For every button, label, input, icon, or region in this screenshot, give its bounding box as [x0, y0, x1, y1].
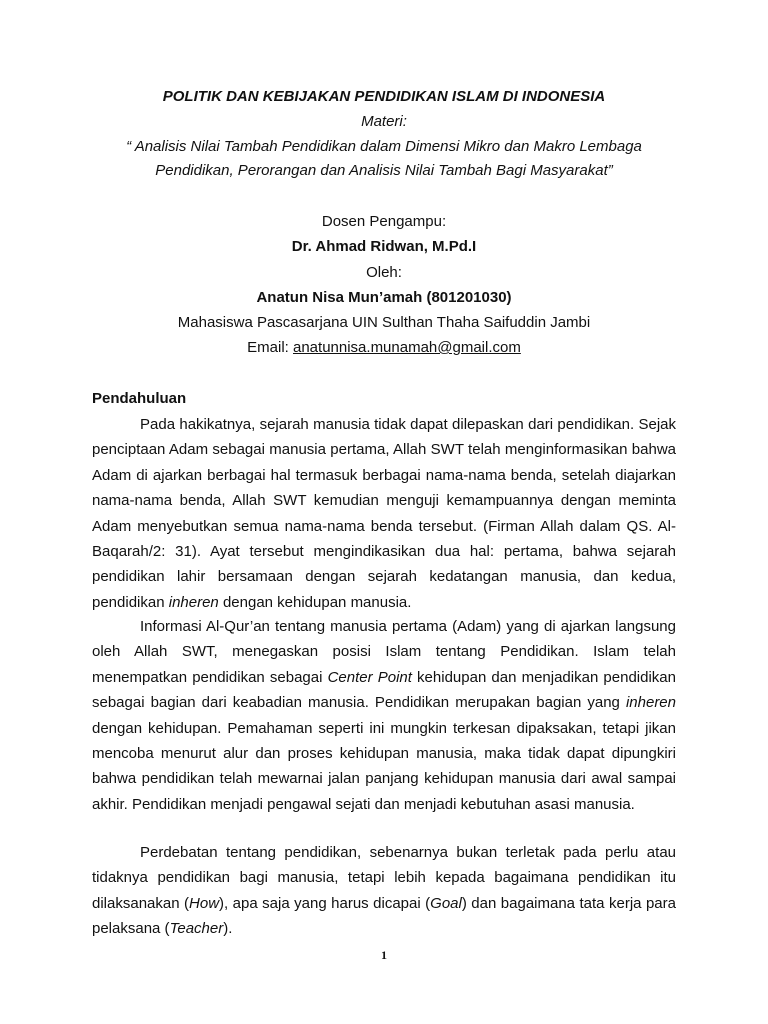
- author-name: Anatun Nisa Mun’amah (801201030): [256, 289, 512, 306]
- p1-text-b: dengan kehidupan manusia.: [218, 593, 412, 611]
- materi-label: Materi:: [361, 113, 407, 130]
- p2-text-c: dengan kehidupan. Pemahaman seperti ini mungkin terkesan dipaksakan, tetapi jikan mencoba menurut alur dan proses kehidupan manusia, maka tidak dapat dipungkiri bahwa pendidikan telah mewarnai jalan panjang kehidupan manusia dari awal sampai akhir. Pendidikan menjadi pengawal sejati dan menjadi kebutuhan asasi manusia.: [92, 719, 676, 813]
- p2-italic-2: inheren: [625, 694, 676, 712]
- paragraph-3: [92, 840, 676, 942]
- affiliation: Mahasiswa Pascasarjana UIN Sulthan Thaha Saifuddin Jambi: [177, 314, 591, 331]
- p2-text-a: Informasi Al-Qur’an tentang manusia pertama (Adam) yang di ajarkan langsung oleh Allah SWT, menegaskan posisi Islam tentang Pendidikan. Islam telah menempatkan pendidikan sebagai: [92, 618, 676, 686]
- email-label: Email:: [247, 339, 293, 356]
- dosen-label: Dosen Pengampu:: [321, 213, 447, 230]
- page-number: 1: [381, 948, 387, 962]
- email-link[interactable]: anatunnisa.munamah@gmail.com: [293, 339, 521, 356]
- p3-text-d: ).: [223, 920, 233, 938]
- p3-italic-2: Goal: [430, 894, 462, 912]
- paragraph-2: [92, 614, 676, 817]
- p3-text-c: ) dan bagaimana tata kerja para pelaksana (: [92, 894, 676, 938]
- dosen-name: Dr. Ahmad Ridwan, M.Pd.I: [291, 238, 477, 255]
- p3-italic-3: Teacher: [169, 920, 224, 938]
- email-line: [60, 339, 708, 357]
- p2-italic-1: Center Point: [327, 668, 412, 686]
- paragraph-1: [92, 412, 676, 615]
- document-title: POLITIK DAN KEBIJAKAN PENDIDIKAN ISLAM DI INDONESIA: [162, 88, 606, 105]
- p1-italic-1: inheren: [168, 593, 219, 611]
- oleh-label: Oleh:: [366, 264, 402, 281]
- materi-line-2: Pendidikan, Perorangan dan Analisis Nilai Tambah Bagi Masyarakat”: [155, 162, 613, 179]
- materi-line-1: “ Analisis Nilai Tambah Pendidikan dalam Dimensi Mikro dan Makro Lembaga: [126, 138, 642, 155]
- p3-text-a: Perdebatan tentang pendidikan, sebenarnya bukan terletak pada perlu atau tidaknya pendidikan bagi manusia, tetapi lebih kepada bagaimana pendidikan itu dilaksanakan (: [92, 844, 676, 912]
- p3-text-b: ), apa saja yang harus dicapai (: [219, 894, 431, 912]
- p3-italic-1: How: [189, 894, 220, 912]
- p1-text-a: Pada hakikatnya, sejarah manusia tidak dapat dilepaskan dari pendidikan. Sejak penciptaan Adam sebagai manusia pertama, Allah SWT telah menginformasikan bahwa Adam di ajarkan berbagai hal termasuk berbagai nama-nama benda, setelah diajarkan nama-nama benda, Allah SWT kemudian menguji kemampuannya dengan meminta Adam menyebutkan semua nama-nama benda tersebut. (Firman Allah dalam QS. Al-Baqarah/2: 31). Ayat tersebut mengindikasikan dua hal: pertama, bahwa sejarah pendidikan lahir bersamaan dengan sejarah kedatangan manusia, dan kedua, pendidikan: [92, 416, 676, 611]
- p2-text-b: kehidupan dan menjadikan pendidikan sebagai bagian dari keabadian manusia. Pendidikan merupakan bagian yang: [92, 668, 676, 712]
- section-heading: Pendahuluan: [92, 390, 187, 407]
